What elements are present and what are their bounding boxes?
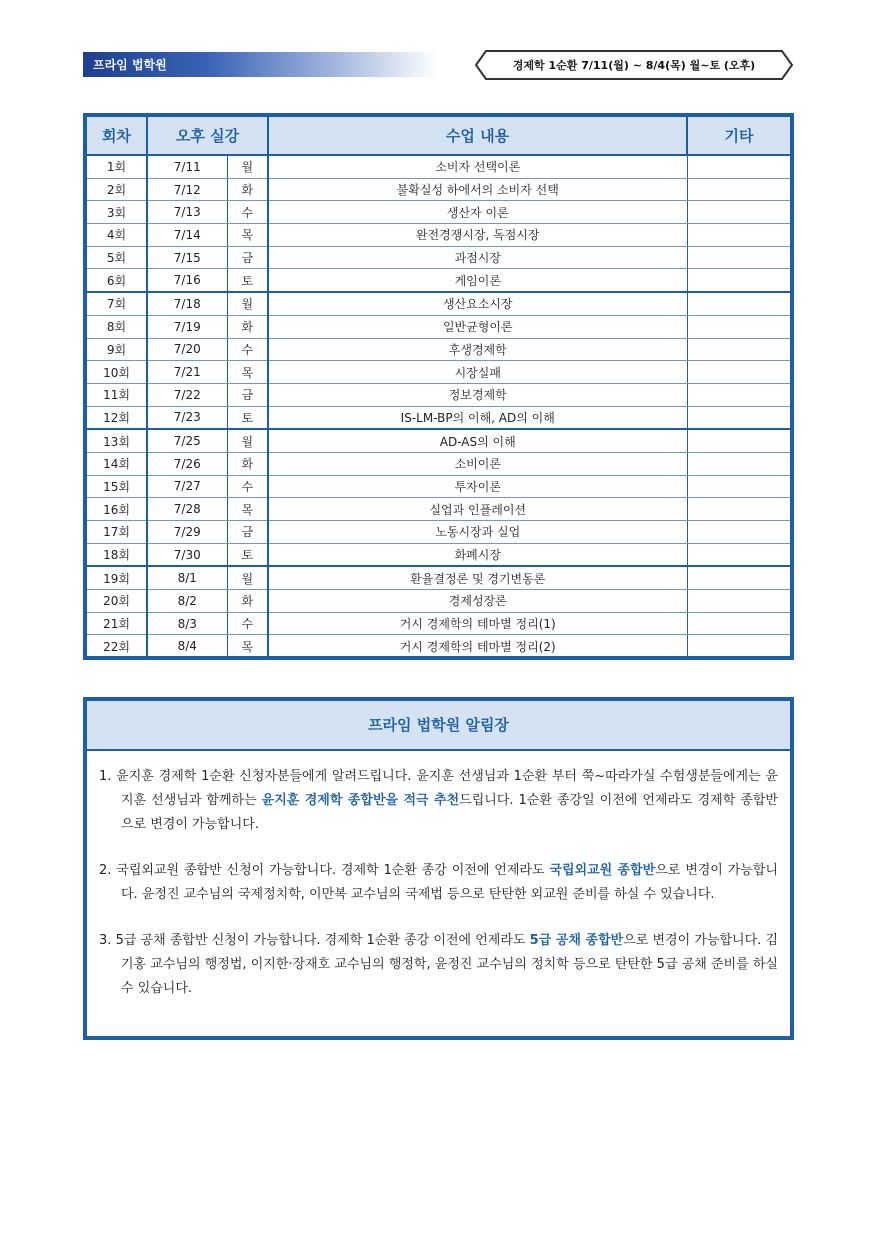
lecture-topic: 시장실패 (268, 361, 687, 384)
notice-item (99, 859, 778, 907)
lecture-topic: AD-AS의 이해 (268, 429, 687, 452)
notice-title: 프라임 법학원 알림장 (87, 701, 790, 751)
lecture-weekday: 월 (227, 155, 268, 178)
lecture-topic: 후생경제학 (268, 338, 687, 361)
header-etc: 기타 (687, 117, 790, 155)
session-number: 3회 (87, 201, 147, 224)
lecture-weekday: 수 (227, 475, 268, 498)
session-number: 6회 (87, 269, 147, 292)
session-number: 18회 (87, 543, 147, 566)
table-row (87, 315, 790, 338)
lecture-weekday: 금 (227, 246, 268, 269)
lecture-weekday: 화 (227, 452, 268, 475)
lecture-date: 7/15 (147, 246, 227, 269)
table-row (87, 590, 790, 613)
lecture-weekday: 토 (227, 406, 268, 429)
table-row (87, 635, 790, 657)
lecture-date: 7/12 (147, 178, 227, 201)
lecture-weekday: 월 (227, 292, 268, 315)
session-number: 1회 (87, 155, 147, 178)
lecture-date: 8/1 (147, 566, 227, 589)
brand-banner (83, 52, 438, 77)
notice-body (87, 751, 790, 1001)
table-row (87, 383, 790, 406)
table-row (87, 178, 790, 201)
table-row (87, 246, 790, 269)
lecture-weekday: 화 (227, 590, 268, 613)
lecture-note (687, 361, 790, 384)
lecture-weekday: 금 (227, 521, 268, 544)
lecture-note (687, 475, 790, 498)
lecture-topic: 환율결정론 및 경기변동론 (268, 566, 687, 589)
session-number: 7회 (87, 292, 147, 315)
lecture-date: 7/11 (147, 155, 227, 178)
lecture-weekday: 수 (227, 201, 268, 224)
lecture-topic: 화폐시장 (268, 543, 687, 566)
lecture-topic: 경제성장론 (268, 590, 687, 613)
lecture-weekday: 토 (227, 269, 268, 292)
session-number: 5회 (87, 246, 147, 269)
table-body (87, 155, 790, 657)
lecture-weekday: 목 (227, 224, 268, 247)
table-row (87, 155, 790, 178)
lecture-weekday: 월 (227, 429, 268, 452)
schedule-tag (474, 50, 794, 80)
session-number: 2회 (87, 178, 147, 201)
table-row (87, 361, 790, 384)
session-number: 15회 (87, 475, 147, 498)
lecture-note (687, 315, 790, 338)
notice-highlight: 윤지훈 경제학 종합반을 적극 추천 (261, 793, 460, 808)
lecture-date: 7/26 (147, 452, 227, 475)
lecture-note (687, 269, 790, 292)
table-row (87, 612, 790, 635)
session-number: 14회 (87, 452, 147, 475)
session-number: 17회 (87, 521, 147, 544)
session-number: 10회 (87, 361, 147, 384)
lecture-note (687, 246, 790, 269)
lecture-weekday: 목 (227, 498, 268, 521)
session-number: 22회 (87, 635, 147, 657)
lecture-date: 7/19 (147, 315, 227, 338)
lecture-date: 7/14 (147, 224, 227, 247)
lecture-date: 7/28 (147, 498, 227, 521)
lecture-date: 8/2 (147, 590, 227, 613)
session-number: 11회 (87, 383, 147, 406)
table-row (87, 566, 790, 589)
lecture-weekday: 토 (227, 543, 268, 566)
lecture-note (687, 566, 790, 589)
session-number: 13회 (87, 429, 147, 452)
table-row (87, 543, 790, 566)
notice-text: 으로 변경이 가능합니다. 김기홍 교수님의 행정법, 이지한·장재호 교수님의 행정학, 윤정진 교수님의 정치학 등으로 탄탄한 5급 공채 준비를 하실 수 있습니다. (121, 933, 779, 996)
brand-name: 프라임 법학원 (93, 58, 167, 72)
notice-text: 3. 5급 공채 종합반 신청이 가능합니다. 경제학 1순환 종강 이전에 언제라도 (99, 933, 530, 948)
lecture-weekday: 목 (227, 635, 268, 657)
notice-item (99, 929, 778, 1001)
lecture-note (687, 155, 790, 178)
session-number: 20회 (87, 590, 147, 613)
lecture-topic: 투자이론 (268, 475, 687, 498)
table-row (87, 475, 790, 498)
lecture-topic: 생산자 이론 (268, 201, 687, 224)
lecture-topic: 과점시장 (268, 246, 687, 269)
table-row (87, 338, 790, 361)
lecture-note (687, 429, 790, 452)
header-lecture-date: 오후 실강 (147, 117, 268, 155)
table-row (87, 292, 790, 315)
notice-text: 으로 변경이 가능합니다. 윤정진 교수님의 국제정치학, 이만복 교수님의 국제법 등으로 탄탄한 외교원 준비를 하실 수 있습니다. (121, 863, 778, 902)
table-row (87, 224, 790, 247)
notice-text: 2. 국립외교원 종합반 신청이 가능합니다. 경제학 1순환 종강 이전에 언제라도 (99, 863, 550, 878)
lecture-topic: 노동시장과 실업 (268, 521, 687, 544)
lecture-date: 7/25 (147, 429, 227, 452)
lecture-date: 7/16 (147, 269, 227, 292)
notice-text: 1. 윤지훈 경제학 1순환 신청자분들에게 알려드립니다. 윤지훈 선생님과 1순환 부터 쭉~따라가실 수험생분들에게는 윤지훈 선생님과 함께하는 (99, 769, 778, 808)
lecture-topic: IS-LM-BP의 이해, AD의 이해 (268, 406, 687, 429)
session-number: 4회 (87, 224, 147, 247)
session-number: 21회 (87, 612, 147, 635)
lecture-topic: 게임이론 (268, 269, 687, 292)
lecture-topic: 거시 경제학의 테마별 정리(1) (268, 612, 687, 635)
lecture-weekday: 월 (227, 566, 268, 589)
course-schedule-label: 경제학 1순환 7/11(월) ~ 8/4(목) 월~토 (오후) (512, 59, 756, 72)
lecture-note (687, 383, 790, 406)
table-row (87, 201, 790, 224)
lecture-date: 7/23 (147, 406, 227, 429)
header-session: 회차 (87, 117, 147, 155)
lecture-weekday: 금 (227, 383, 268, 406)
lecture-date: 7/30 (147, 543, 227, 566)
lecture-note (687, 292, 790, 315)
lecture-note (687, 224, 790, 247)
session-number: 8회 (87, 315, 147, 338)
lecture-date: 7/22 (147, 383, 227, 406)
lecture-date: 8/3 (147, 612, 227, 635)
lecture-date: 7/29 (147, 521, 227, 544)
session-number: 16회 (87, 498, 147, 521)
lecture-date: 7/21 (147, 361, 227, 384)
notice-text: 드립니다. 1순환 종강일 이전에 언제라도 경제학 종합반으로 변경이 가능합니다. (121, 793, 778, 832)
lecture-date: 7/20 (147, 338, 227, 361)
lecture-note (687, 498, 790, 521)
lecture-weekday: 화 (227, 315, 268, 338)
table-row (87, 521, 790, 544)
table-row (87, 269, 790, 292)
lecture-note (687, 406, 790, 429)
notice-highlight: 5급 공채 종합반 (529, 933, 624, 948)
lecture-note (687, 590, 790, 613)
lecture-date: 7/27 (147, 475, 227, 498)
session-number: 9회 (87, 338, 147, 361)
lecture-note (687, 521, 790, 544)
session-number: 19회 (87, 566, 147, 589)
lecture-topic: 소비이론 (268, 452, 687, 475)
notice-highlight: 국립외교원 종합반 (549, 863, 656, 878)
lecture-date: 8/4 (147, 635, 227, 657)
lecture-topic: 생산요소시장 (268, 292, 687, 315)
table-row (87, 429, 790, 452)
lecture-note (687, 201, 790, 224)
lecture-note (687, 452, 790, 475)
schedule-table-frame (83, 113, 794, 660)
lecture-note (687, 543, 790, 566)
header-topic: 수업 내용 (268, 117, 687, 155)
lecture-weekday: 목 (227, 361, 268, 384)
notice-item (99, 765, 778, 837)
lecture-topic: 소비자 선택이론 (268, 155, 687, 178)
lecture-topic: 거시 경제학의 테마별 정리(2) (268, 635, 687, 657)
lecture-date: 7/18 (147, 292, 227, 315)
table-header-row (87, 117, 790, 155)
lecture-topic: 완전경쟁시장, 독점시장 (268, 224, 687, 247)
lecture-weekday: 수 (227, 338, 268, 361)
lecture-note (687, 635, 790, 657)
lecture-topic: 불확실성 하에서의 소비자 선택 (268, 178, 687, 201)
table-row (87, 498, 790, 521)
lecture-topic: 정보경제학 (268, 383, 687, 406)
notice-board (83, 697, 794, 1040)
lecture-note (687, 338, 790, 361)
lecture-weekday: 화 (227, 178, 268, 201)
table-row (87, 452, 790, 475)
lecture-topic: 실업과 인플레이션 (268, 498, 687, 521)
lecture-note (687, 612, 790, 635)
table-row (87, 406, 790, 429)
lecture-date: 7/13 (147, 201, 227, 224)
schedule-table (87, 117, 790, 657)
session-number: 12회 (87, 406, 147, 429)
lecture-topic: 일반균형이론 (268, 315, 687, 338)
lecture-weekday: 수 (227, 612, 268, 635)
lecture-note (687, 178, 790, 201)
